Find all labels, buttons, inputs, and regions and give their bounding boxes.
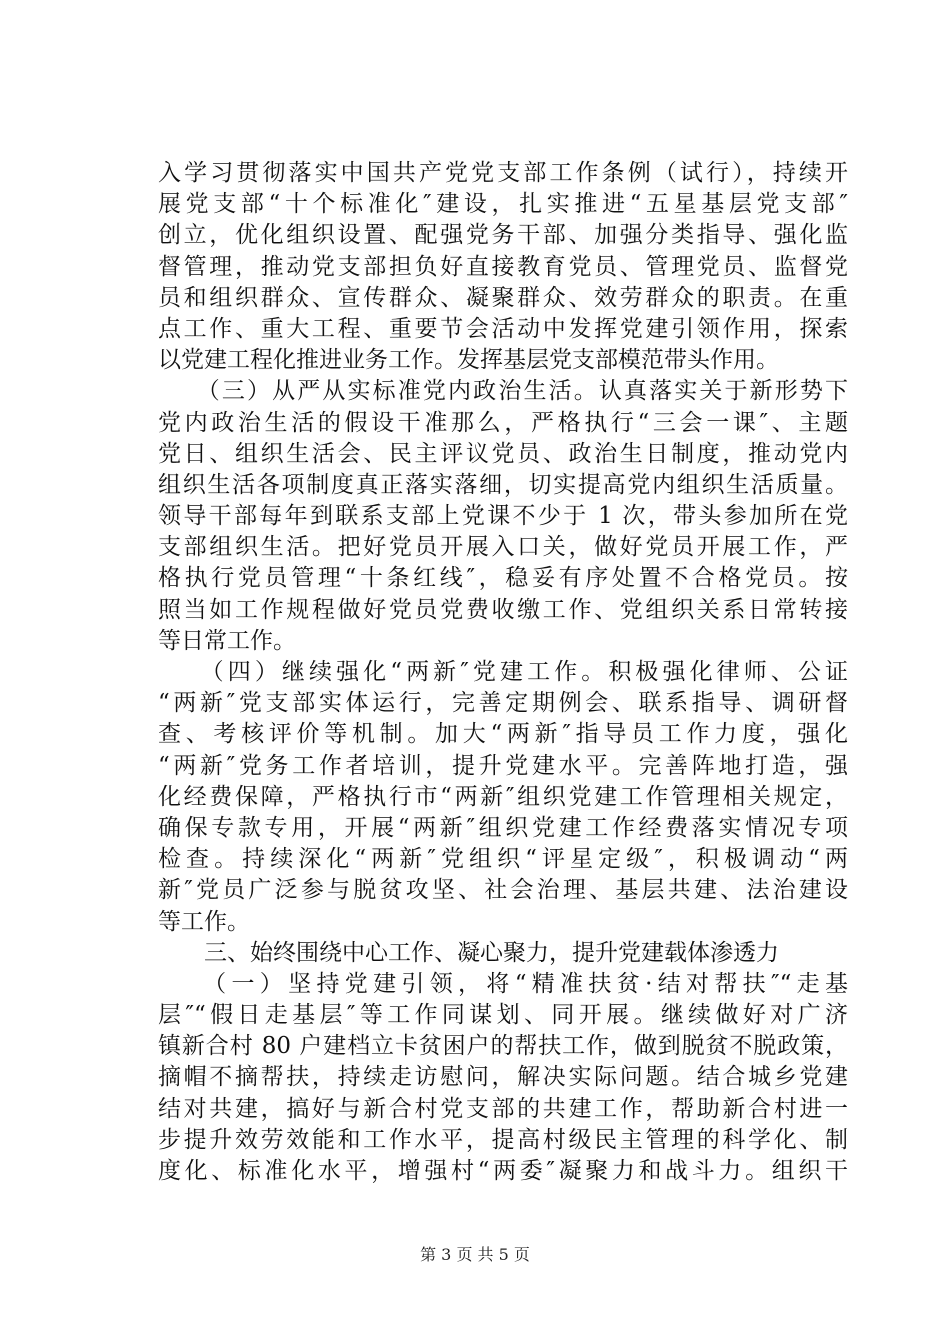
text-line: 确保专款专用，开展“两新″组织党建工作经费落实情况专项	[158, 814, 848, 841]
text-line: 层″“假日走基层″等工作同谋划、同开展。继续做好对广济	[158, 1002, 848, 1029]
text-line: （四）继续强化“两新″党建工作。积极强化律师、公证	[158, 659, 848, 685]
text-line: 步提升效劳效能和工作水平，提高村级民主管理的科学化、制	[158, 1126, 848, 1153]
text-line: 点工作、重大工程、重要节会活动中发挥党建引领作用，探索	[158, 315, 848, 342]
text-line: 创立，优化组织设置、配强党务干部、加强分类指导、强化监	[158, 222, 848, 249]
text-line: 以党建工程化推进业务工作。发挥基层党支部模范带头作用。	[158, 347, 779, 374]
text-line: 等日常工作。	[158, 627, 296, 654]
document-body	[158, 158, 848, 1187]
text-line: 等工作。	[158, 908, 250, 935]
text-line: 检查。持续深化“两新″党组织“评星定级″，积极调动“两	[158, 846, 848, 873]
text-line: 支部组织生活。把好党员开展入口关，做好党员开展工作，严	[158, 534, 848, 561]
text-line: （一）坚持党建引领，将“精准扶贫·结对帮扶″“走基	[158, 970, 848, 997]
text-line: 领导干部每年到联系支部上党课不少于 1 次，带头参加所在党	[158, 503, 848, 530]
page-footer: 第 3 页 共 5 页	[420, 1245, 530, 1264]
text-line: 党日、组织生活会、民主评议党员、政治生日制度，推动党内	[158, 440, 848, 467]
text-line: （三）从严从实标准党内政治生活。认真落实关于新形势下	[158, 378, 848, 405]
text-line: “两新″党支部实体运行，完善定期例会、联系指导、调研督	[158, 690, 848, 717]
text-line: 度化、标准化水平，增强村“两委″凝聚力和战斗力。组织干	[158, 1158, 848, 1184]
text-line: 新″党员广泛参与脱贫攻坚、社会治理、基层共建、法治建设	[158, 877, 848, 904]
text-line: 镇新合村 80 户建档立卡贫困户的帮扶工作，做到脱贫不脱政策，	[158, 1033, 848, 1060]
text-line: 摘帽不摘帮扶，持续走访慰问，解决实际问题。结合城乡党建	[158, 1064, 848, 1091]
text-line: 化经费保障，严格执行市“两新″组织党建工作管理相关规定，	[158, 783, 848, 810]
text-line: 展党支部“十个标准化″建设，扎实推进“五星基层党支部″	[158, 191, 848, 218]
text-line: 督管理，推动党支部担负好直接教育党员、管理党员、监督党	[158, 253, 848, 280]
text-line: 格执行党员管理“十条红线″，稳妥有序处置不合格党员。按	[158, 565, 848, 592]
text-line: “两新″党务工作者培训，提升党建水平。完善阵地打造，强	[158, 752, 848, 779]
text-line: 党内政治生活的假设干准那么，严格执行“三会一课″、主题	[158, 409, 848, 436]
text-line: 员和组织群众、宣传群众、凝聚群众、效劳群众的职责。在重	[158, 284, 848, 311]
text-line: 结对共建，搞好与新合村党支部的共建工作，帮助新合村进一	[158, 1095, 848, 1122]
text-line: 查、考核评价等机制。加大“两新″指导员工作力度，强化	[158, 721, 848, 748]
text-line: 照当如工作规程做好党员党费收缴工作、党组织关系日常转接	[158, 596, 848, 623]
text-line: 三、始终围绕中心工作、凝心聚力，提升党建载体渗透力	[158, 939, 779, 966]
text-line: 入学习贯彻落实中国共产党党支部工作条例（试行），持续开	[158, 160, 848, 186]
text-line: 组织生活各项制度真正落实落细，切实提高党内组织生活质量。	[158, 471, 848, 498]
